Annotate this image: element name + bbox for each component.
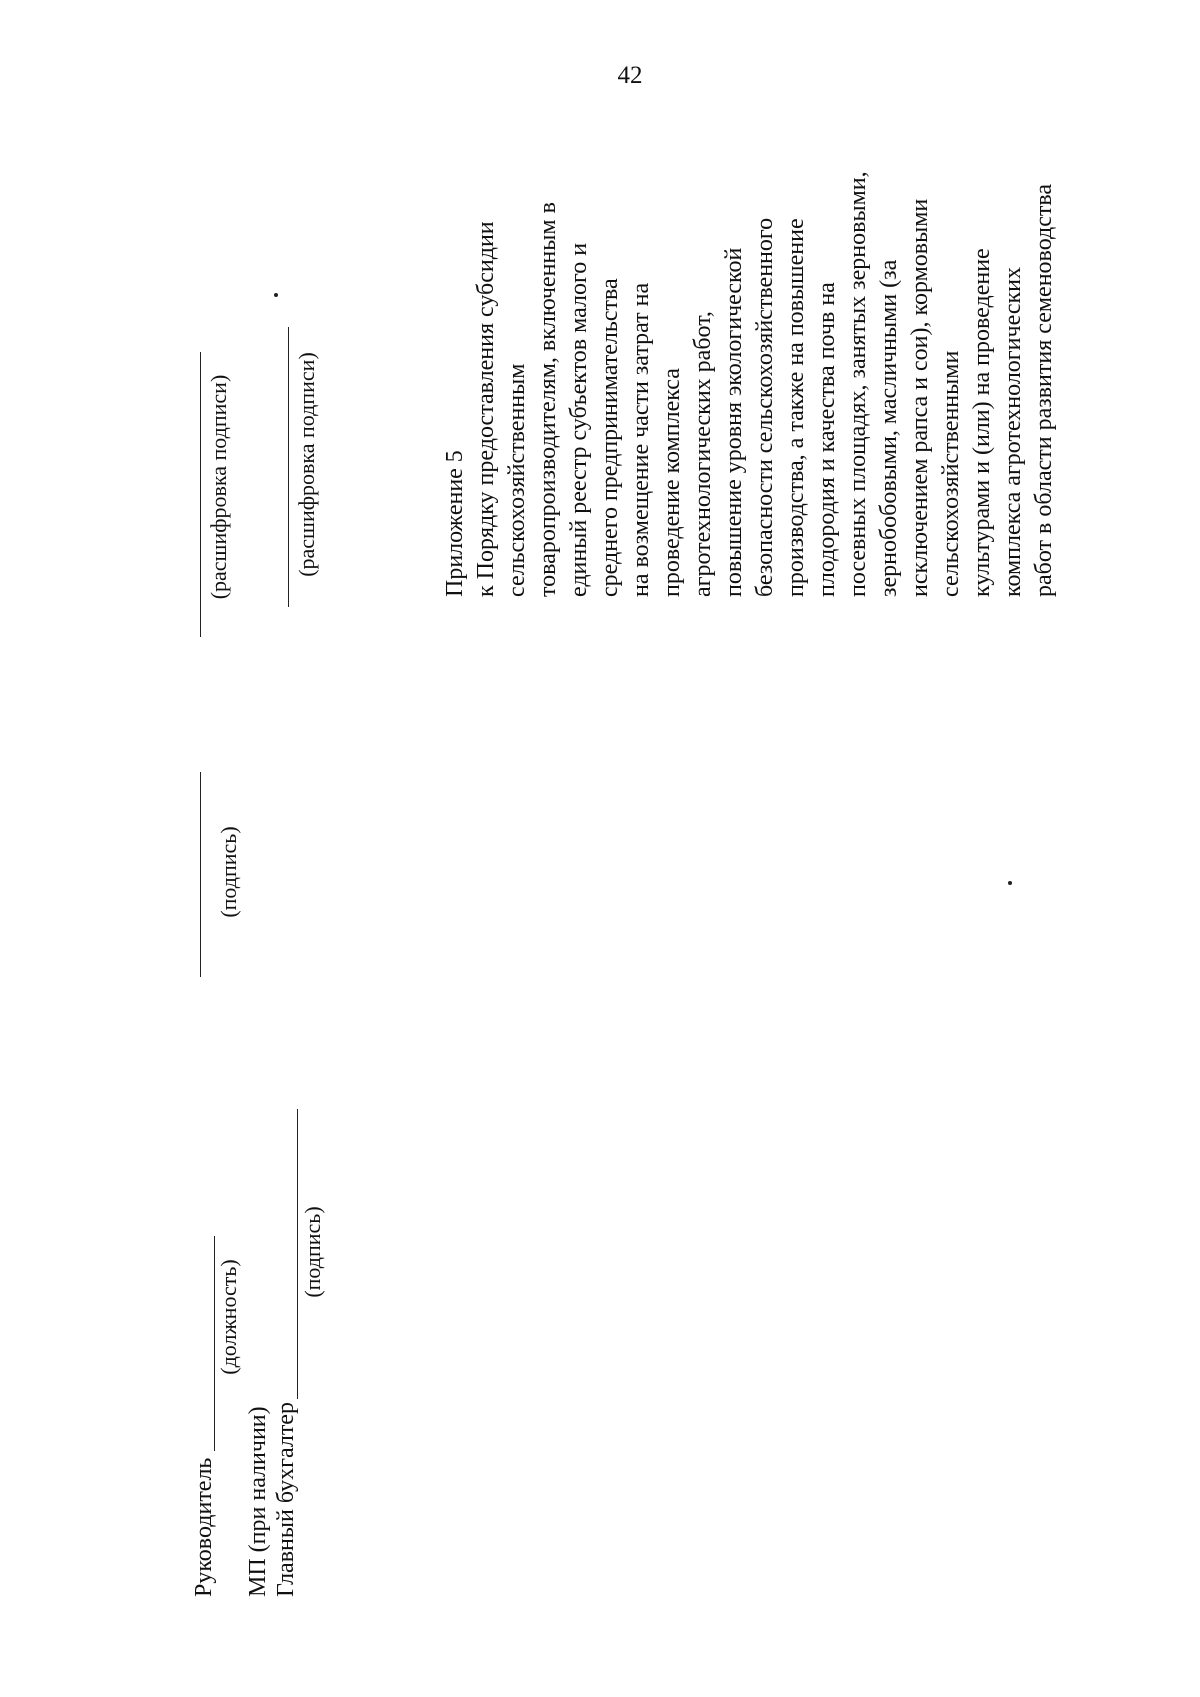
position-caption: (должность) [216,1259,241,1375]
annex-line: культурами и (или) на проведение [969,248,995,597]
annex-line: плодородия и качества почв на [814,282,840,597]
annex-line: повышение уровня экологической [721,247,747,597]
annex-line: комплекса агротехнологических [1000,267,1026,597]
annex-line: среднего предпринимательства [597,278,623,597]
accountant-signature-caption: (подпись) [300,1206,325,1298]
accountant-signature-line [297,1109,298,1399]
annex-line: товаропроизводителям, включенным в [535,202,561,597]
accountant-decoding-caption: (расшифровка подписи) [294,352,319,577]
annex-line: к Порядку предоставления субсидии [473,221,499,597]
annex-line: агротехнологических работ, [690,311,716,597]
page-number: 42 [617,62,643,89]
annex-line: исключением рапса и сои), кормовыми [907,198,933,597]
annex-block [440,77,1060,597]
annex-line: сельскохозяйственным [504,363,530,597]
director-signature-line [200,772,201,977]
director-decoding-line [200,352,201,637]
scan-speck [274,293,278,297]
annex-line: посевных площадях, занятых зерновыми, [845,171,871,597]
annex-line: сельскохозяйственными [938,350,964,597]
scan-speck [1008,881,1012,885]
annex-line: зернобобовыми, масличными (за [876,259,902,597]
chief-accountant-label: Главный бухгалтер [273,1402,299,1597]
annex-line: безопасности сельскохозяйственного [752,217,778,597]
annex-line: проведение комплекса [659,368,685,597]
annex-line: работ в области развития семеноводства [1031,183,1057,597]
annex-line: Приложение 5 [442,450,468,597]
stamp-label: МП (при наличии) [245,1406,271,1597]
annex-line: на возмещение части затрат на [628,282,654,597]
director-decoding-caption: (расшифровка подписи) [206,374,231,600]
annex-line: единый реестр субъектов малого и [566,242,592,597]
rotated-content [190,167,1090,1597]
annex-line: производства, а также на повышение [783,218,809,597]
position-line [214,1236,215,1451]
accountant-decoding-line [288,327,289,607]
director-signature-caption: (подпись) [216,826,241,918]
director-label: Руководитель [191,1457,217,1597]
